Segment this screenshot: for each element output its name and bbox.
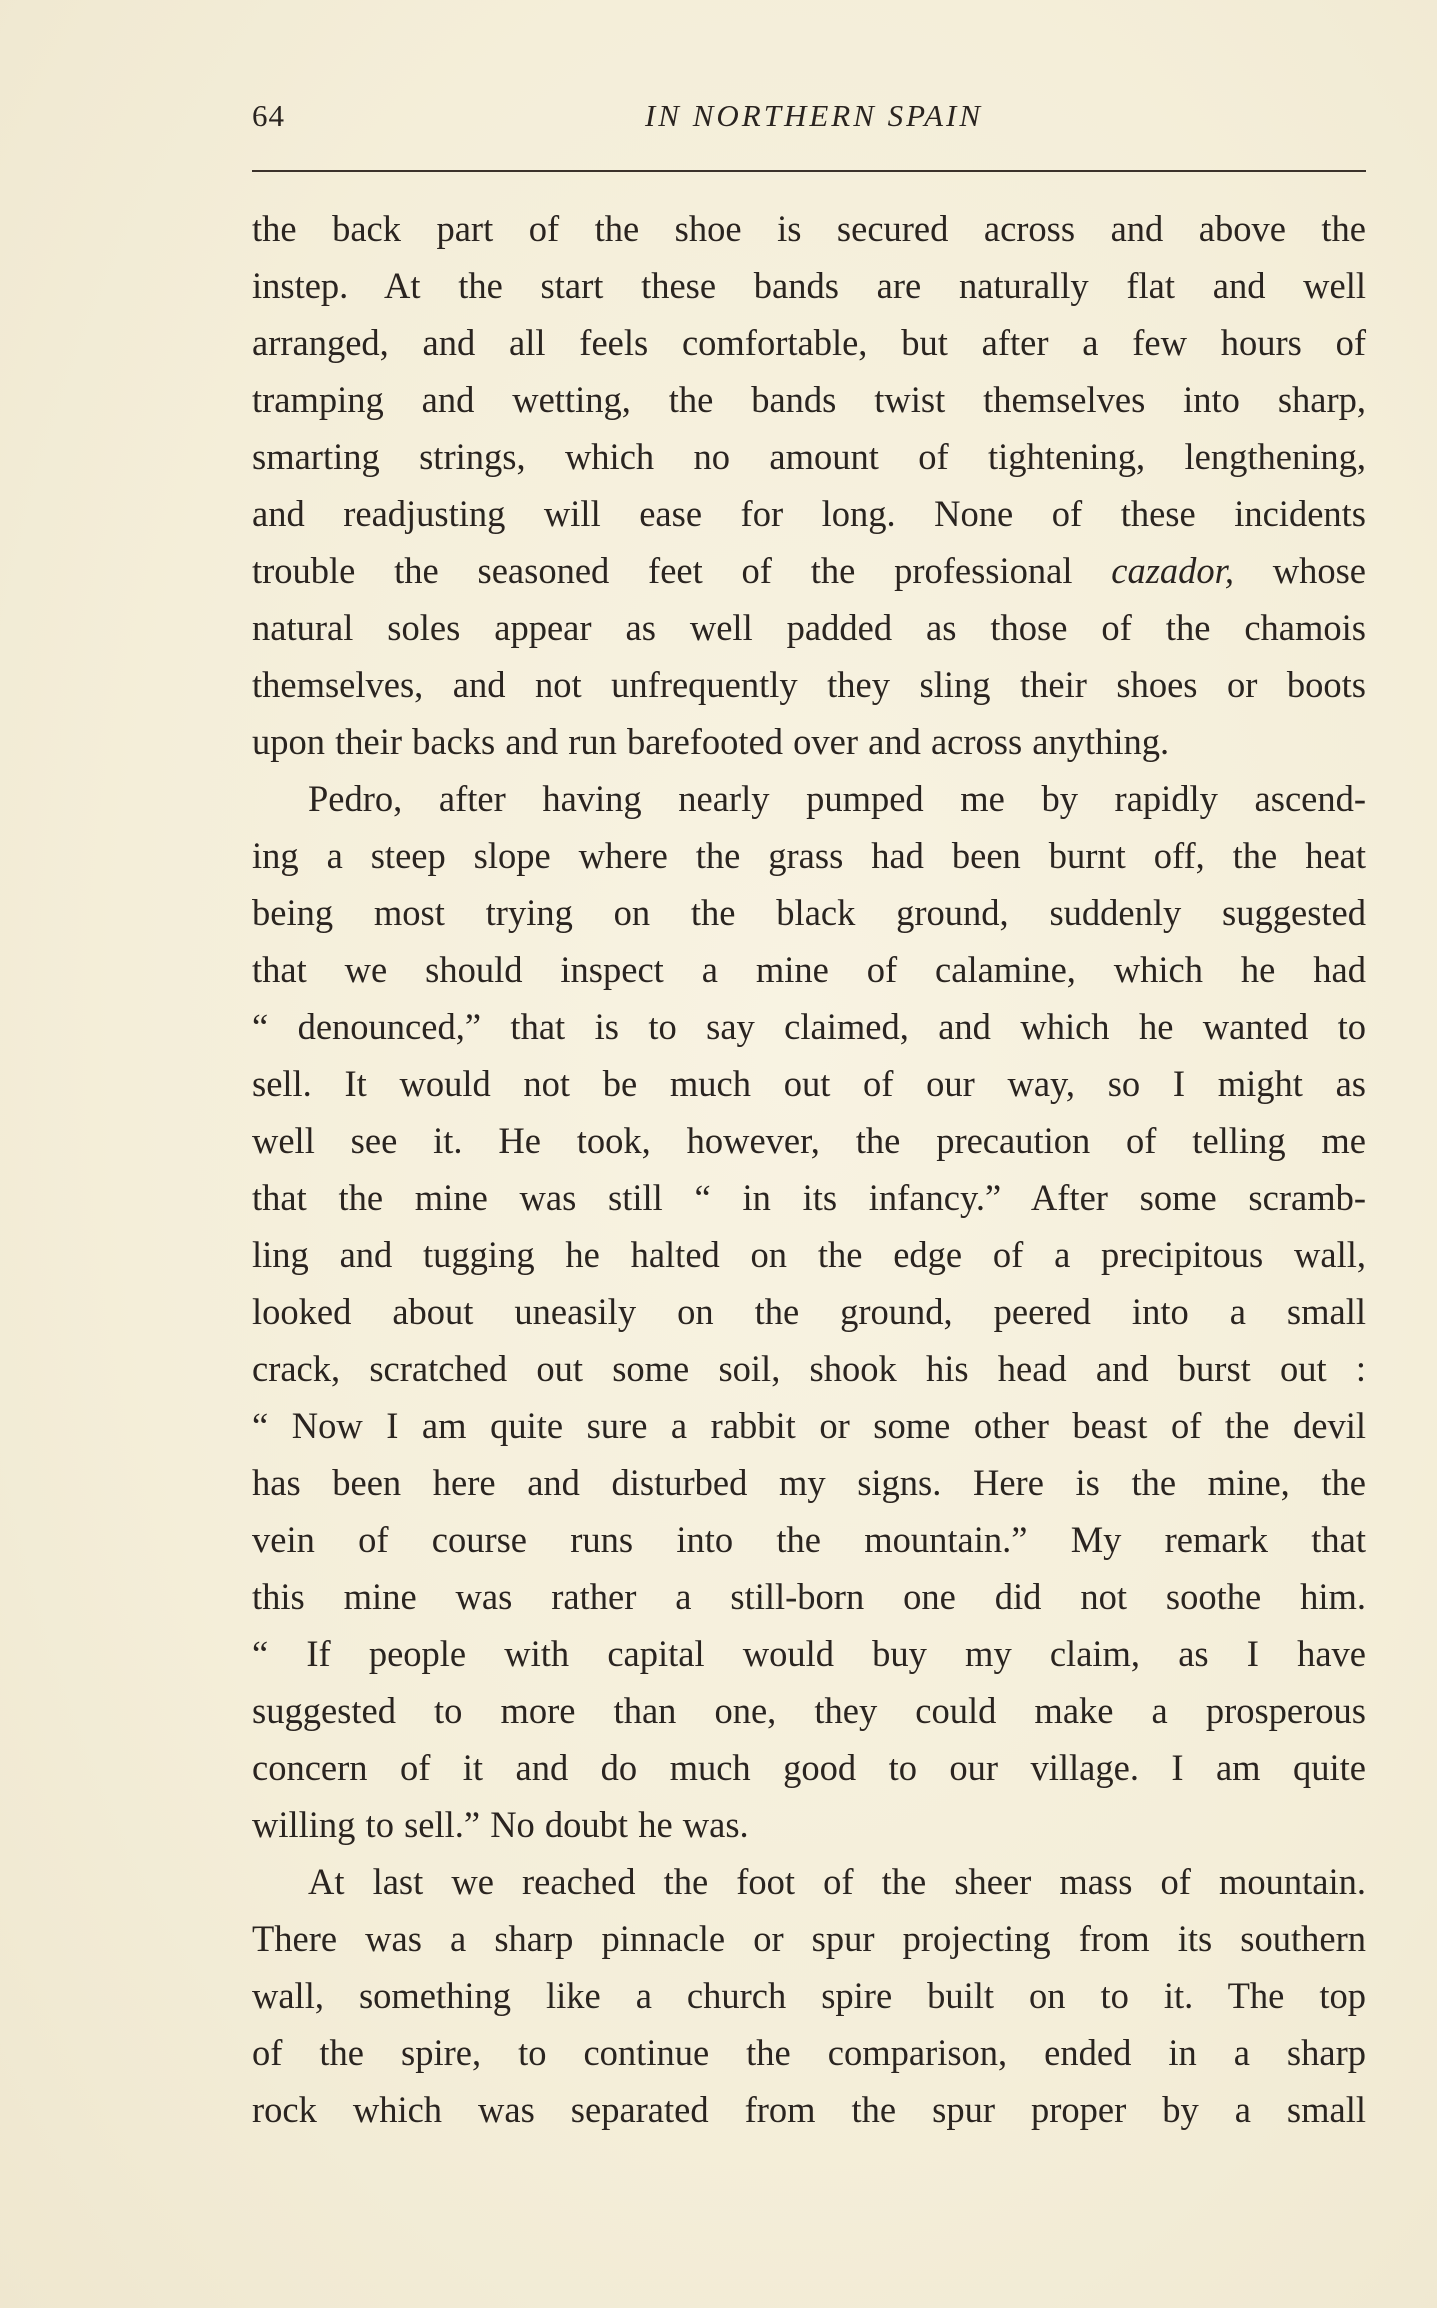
text-line: ing a steep slope where the grass had been burnt off, the heat: [252, 835, 1366, 876]
running-title: IN NORTHERN SPAIN: [644, 98, 984, 133]
text-line: vein of course runs into the mountain.” My remark that: [252, 1519, 1366, 1560]
text-line: wall, something like a church spire built on to it. The top: [252, 1975, 1366, 2016]
text-line: “ denounced,” that is to say claimed, and which he wanted to: [252, 1006, 1366, 1047]
text-line: sell. It would not be much out of our way, so I might as: [252, 1063, 1366, 1104]
text-line: “ If people with capital would buy my claim, as I have: [252, 1633, 1366, 1674]
text-line: suggested to more than one, they could make a prosperous: [252, 1690, 1366, 1731]
text-line: “ Now I am quite sure a rabbit or some other beast of the devil: [252, 1405, 1366, 1446]
header-rule: [252, 170, 1366, 172]
text-line: arranged, and all feels comfortable, but after a few hours of: [252, 322, 1366, 363]
paragraph: [252, 1853, 1366, 2138]
text-line: themselves, and not unfrequently they sling their shoes or boots: [252, 664, 1366, 705]
text-line: willing to sell.” No doubt he was.: [252, 1804, 749, 1845]
body-text: [252, 200, 1366, 2138]
text-line: smarting strings, which no amount of tightening, lengthening,: [252, 436, 1366, 477]
italic-word: cazador,: [1111, 550, 1234, 591]
text-line: instep. At the start these bands are naturally flat and well: [252, 265, 1366, 306]
text-line: that the mine was still “ in its infancy.” After some scramb-: [252, 1177, 1366, 1218]
running-head: [252, 98, 1366, 148]
text-line: There was a sharp pinnacle or spur projecting from its southern: [252, 1918, 1366, 1959]
paragraph: [252, 770, 1366, 1853]
text-line: of the spire, to continue the comparison, ended in a sharp: [252, 2032, 1366, 2073]
page-number: 64: [252, 98, 285, 133]
text-line: the back part of the shoe is secured across and above the: [252, 208, 1366, 249]
text-line: well see it. He took, however, the precaution of telling me: [252, 1120, 1366, 1161]
text-line: being most trying on the black ground, suddenly suggested: [252, 892, 1366, 933]
text-line: crack, scratched out some soil, shook his head and burst out :: [252, 1348, 1366, 1389]
text-line: upon their backs and run barefooted over and across anything.: [252, 721, 1170, 762]
text-line: this mine was rather a still-born one did not soothe him.: [252, 1576, 1366, 1617]
text-line: concern of it and do much good to our village. I am quite: [252, 1747, 1366, 1788]
text-line: natural soles appear as well padded as those of the chamois: [252, 607, 1366, 648]
text-line: At last we reached the foot of the sheer mass of mountain.: [308, 1861, 1366, 1902]
text-line: ling and tugging he halted on the edge of a precipitous wall,: [252, 1234, 1366, 1275]
text-line: tramping and wetting, the bands twist themselves into sharp,: [252, 379, 1366, 420]
text-line: has been here and disturbed my signs. Here is the mine, the: [252, 1462, 1366, 1503]
text-line: rock which was separated from the spur proper by a small: [252, 2089, 1366, 2130]
text-line: that we should inspect a mine of calamine, which he had: [252, 949, 1366, 990]
text-line: looked about uneasily on the ground, peered into a small: [252, 1291, 1366, 1332]
paragraph: [252, 200, 1366, 770]
text-line: trouble the seasoned feet of the professional cazador, whose: [252, 550, 1366, 591]
text-line: and readjusting will ease for long. None of these incidents: [252, 493, 1366, 534]
text-line: Pedro, after having nearly pumped me by rapidly ascend-: [308, 778, 1366, 819]
